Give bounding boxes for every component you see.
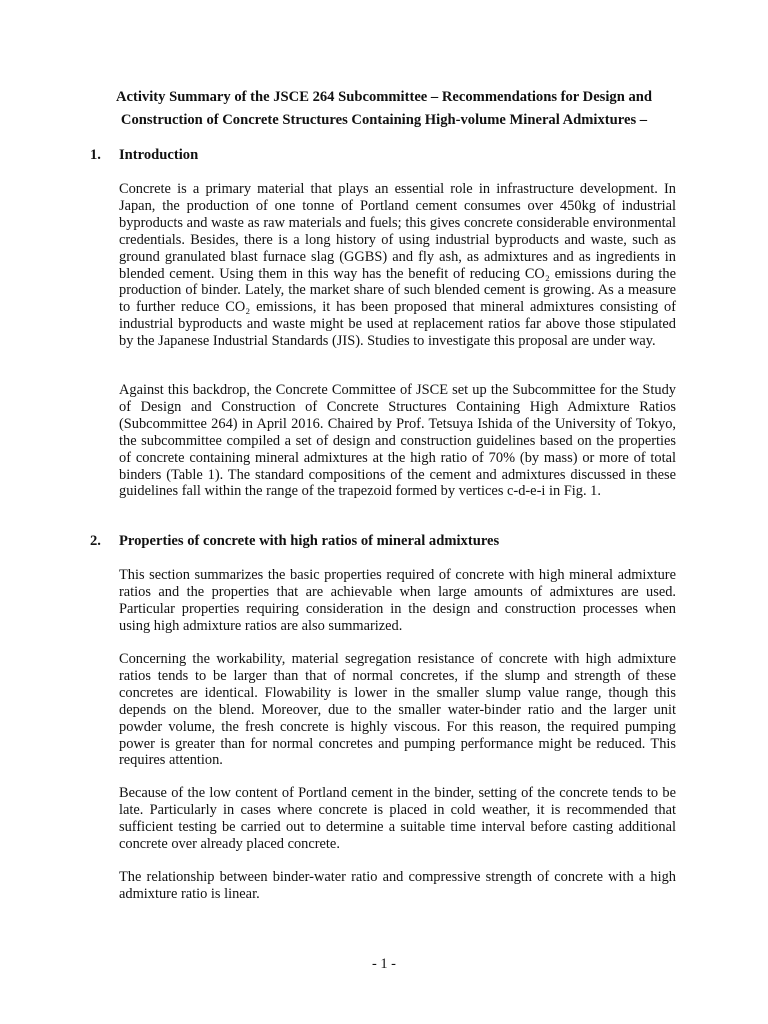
page-number: - 1 - xyxy=(372,956,396,972)
paragraph: Because of the low content of Portland cement in the binder, setting of the concrete tends to be late. Particularly in cases where concrete is placed in cold weather, it is recommended that sufficient testing be carried out to determine a suitable time interval before casting additional concrete over already placed concrete. xyxy=(119,785,676,852)
paragraph: Concerning the workability, material segregation resistance of concrete with high admixture ratios tends to be larger than that of normal concretes, if the slump and strength of these concretes are identical. Flowability is lower in the smaller slump value range, though this depends on the blend. Moreover, due to the smaller water-binder ratio and the larger unit powder volume, the fresh concrete is highly viscous. For this reason, the required pumping power is greater than for normal concretes and pumping performance might be reduced. This requires attention. xyxy=(119,651,676,769)
title-line-1: Activity Summary of the JSCE 264 Subcommittee – Recommendations for Design and xyxy=(115,89,653,105)
paragraph: Concrete is a primary material that plays an essential role in infrastructure development. In Japan, the production of one tonne of Portland cement consumes over 450kg of industrial byproducts and waste as raw materials and fuels; this gives concrete considerable environmental credentials. Besides, there is a long history of using industrial byproducts and waste, such as ground granulated blast furnace slag (GGBS) and fly ash, as admixtures and as ingredients in blended cement. Using them in this way has the benefit of reducing CO₂ emissions during the production of binder. Lately, the market share of such blended cement is growing. As a measure to further reduce CO₂ emissions, it has been proposed that mineral admixtures consisting of industrial byproducts and waste might be used at replacement ratios far above those stipulated by the Japanese Industrial Standards (JIS). Studies to investigate this proposal are under way. xyxy=(119,181,676,350)
document-title xyxy=(84,86,684,132)
paragraph: The relationship between binder-water ratio and compressive strength of concrete with a high admixture ratio is linear. xyxy=(119,869,676,902)
paragraph: This section summarizes the basic properties required of concrete with high mineral admixture ratios and the properties that are achievable when large amounts of admixtures are used. Particular properties requiring consideration in the design and construction processes when using high admixture ratios are also summarized. xyxy=(119,567,676,634)
section-title: Introduction xyxy=(119,147,199,163)
section-title: Properties of concrete with high ratios of mineral admixtures xyxy=(119,533,500,549)
section-heading-introduction xyxy=(90,147,198,164)
section-number: 2. xyxy=(90,533,101,549)
section-heading-properties xyxy=(90,533,499,550)
section-number: 1. xyxy=(90,147,101,163)
title-line-2: Construction of Concrete Structures Containing High-volume Mineral Admixtures – xyxy=(120,112,648,128)
paragraph: Against this backdrop, the Concrete Committee of JSCE set up the Subcommittee for the Study of Design and Construction of Concrete Structures Containing High Admixture Ratios (Subcommittee 264) in April 2016. Chaired by Prof. Tetsuya Ishida of the University of Tokyo, the subcommittee compiled a set of design and construction guidelines based on the properties of concrete containing mineral admixtures at the high ratio of 70% (by mass) or more of total binders (Table 1). The standard compositions of the cement and admixtures discussed in these guidelines fall within the range of the trapezoid formed by vertices c-d-e-i in Fig. 1. xyxy=(119,382,676,500)
